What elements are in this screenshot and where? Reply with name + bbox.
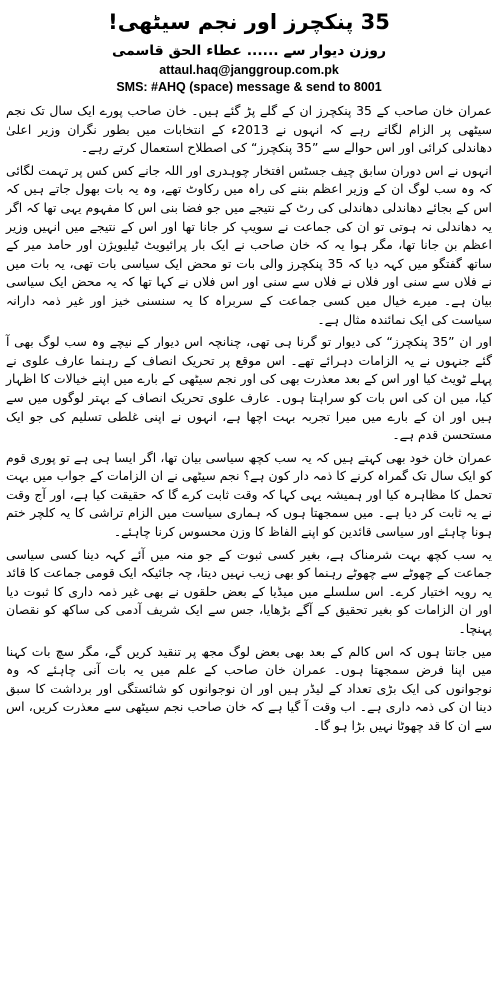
- article-paragraph: اور ان ”35 پنکچرز“ کی دیوار تو گرنا ہی تھی، چنانچہ اس دیوار کے نیچے وہ سب لوگ بھی آ گئے جنہوں نے یہ الزامات دہرائے تھے۔ اس موقع پر تحریک انصاف کے رہنما عارف علوی نے پہلے ٹویٹ کیا اور اس کے بعد معذرت بھی کی اور نجم سیٹھی کے بارے میں اپنے خیالات کا اظہار کیا، میں ان کی اس بات کو سراہتا ہوں۔ عارف علوی تحریک انصاف کے بہتر لوگوں میں سے ہیں اور ان کے بارے میں میرا تجربہ بہت اچھا ہے، انہوں نے اپنی غلطی تسلیم کی جو ایک مستحسن قدم ہے۔: [6, 334, 492, 443]
- article-paragraph: عمران خان صاحب کے 35 پنکچرز ان کے گلے پڑ گئے ہیں۔ خان صاحب پورے ایک سال تک نجم سیٹھی پر الزام لگاتے رہے کہ انہوں نے 2013ء کے انتخابات میں بطور نگران وزیر اعلیٰ دھاندلی کرائی اور اس حوالے سے ”35 پنکچرز“ کی اصطلاح استعمال کرتے رہے۔: [6, 103, 492, 156]
- author-email: attaul.haq@janggroup.com.pk: [159, 63, 339, 77]
- article-paragraph: یہ سب کچھ بہت شرمناک ہے، بغیر کسی ثبوت کے جو منہ میں آئے کہہ دینا کسی سیاسی جماعت کے چھوٹے سے چھوٹے رہنما کو بھی زیب نہیں دیتا، چہ جائیکہ ایک قومی جماعت کا قائد یہ رویہ اختیار کرے۔ اس سلسلے میں میڈیا کے بعض حلقوں نے بھی غیر ذمہ داری کا ثبوت دیا اور ان الزامات کو بغیر تحقیق کے آگے بڑھایا، جس سے ایک شریف آدمی کی ساکھ کو نقصان پہنچا۔: [6, 546, 492, 637]
- article-paragraph: انہوں نے اس دوران سابق چیف جسٹس افتخار چوہدری اور اللہ جانے کس کس پر تہمت لگائی کہ وہ سب لوگ ان کے وزیر اعظم بننے کی راہ میں رکاوٹ تھے، وہ یہ بات بھول جاتے ہیں کہ اس کے بجائے دھاندلی دھاندلی کی رٹ کے نتیجے میں جو فضا بنی اس کا مفہوم یہی تھا کہ اگر یہ دھاندلی نہ ہوتی تو ان کی جماعت نے سویپ کر جانا تھا اور اس کے نتیجے میں انہیں وزیر اعظم بن جانا تھا، مگر ہوا یہ کہ خان صاحب نے ایک بار پرائیویٹ ٹیلیویژن اور حامد میر کے ساتھ گفتگو میں کہہ دیا کہ 35 پنکچرز والی بات تو محض ایک سیاسی بات تھی، یہ بات میں نے فلاں سے سنی اور فلاں نے فلاں سے سنی اور اس فلاں نے کہا تھا کہ یہ محض ایک سیاسی بیان ہے۔ میرے خیال میں کسی جماعت کے سربراہ کا یہ سنسنی خیز اور غیر ذمہ دارانہ سیاست کی ایک نمائندہ مثال ہے۔: [6, 162, 492, 327]
- article-paragraph: میں جانتا ہوں کہ اس کالم کے بعد بھی بعض لوگ مجھ پر تنقید کریں گے، مگر سچ بات کہنا میں اپنا فرض سمجھتا ہوں۔ عمران خان صاحب کے علم میں یہ بات آنی چاہئے کہ وہ نوجوانوں کی ایک بڑی تعداد کے لیڈر ہیں اور ان نوجوانوں کو شائستگی اور برداشت کا سبق دینا ان کی ذمہ داری ہے۔ اب وقت آ گیا ہے کہ خان صاحب نجم سیٹھی سے معذرت کریں، اس سے ان کا قد چھوٹا نہیں بڑا ہو گا۔: [6, 643, 492, 733]
- column-name: روزن دیوار سے: [283, 43, 387, 59]
- article-headline: 35 پنکچرز اور نجم سیٹھی!: [108, 10, 390, 34]
- byline-separator: ......: [246, 43, 279, 59]
- sms-instructions: SMS: #AHQ (space) message & send to 8001: [116, 80, 382, 94]
- author-name: عطاء الحق قاسمی: [111, 43, 242, 59]
- byline: [6, 40, 492, 62]
- article-body: [6, 102, 492, 736]
- article-paragraph: عمران خان خود بھی کہتے ہیں کہ یہ سب کچھ سیاسی بیان تھا، اگر ایسا ہی ہے تو پوری قوم کو ایک سال تک گمراہ کرنے کا ذمہ دار کون ہے؟ نجم سیٹھی نے ان الزامات کے جواب میں بہت تحمل کا مظاہرہ کیا اور ہمیشہ یہی کہا کہ وقت ثابت کرے گا کہ حقیقت کیا ہے، اور آج وقت نے یہ ثابت کر دیا ہے۔ میں سمجھتا ہوں کہ ہماری سیاست میں الزام تراشی کا یہ کلچر ختم ہونا چاہئے اور سیاسی قائدین کو اپنے الفاظ کا وزن محسوس کرنا چاہئے۔: [6, 449, 492, 540]
